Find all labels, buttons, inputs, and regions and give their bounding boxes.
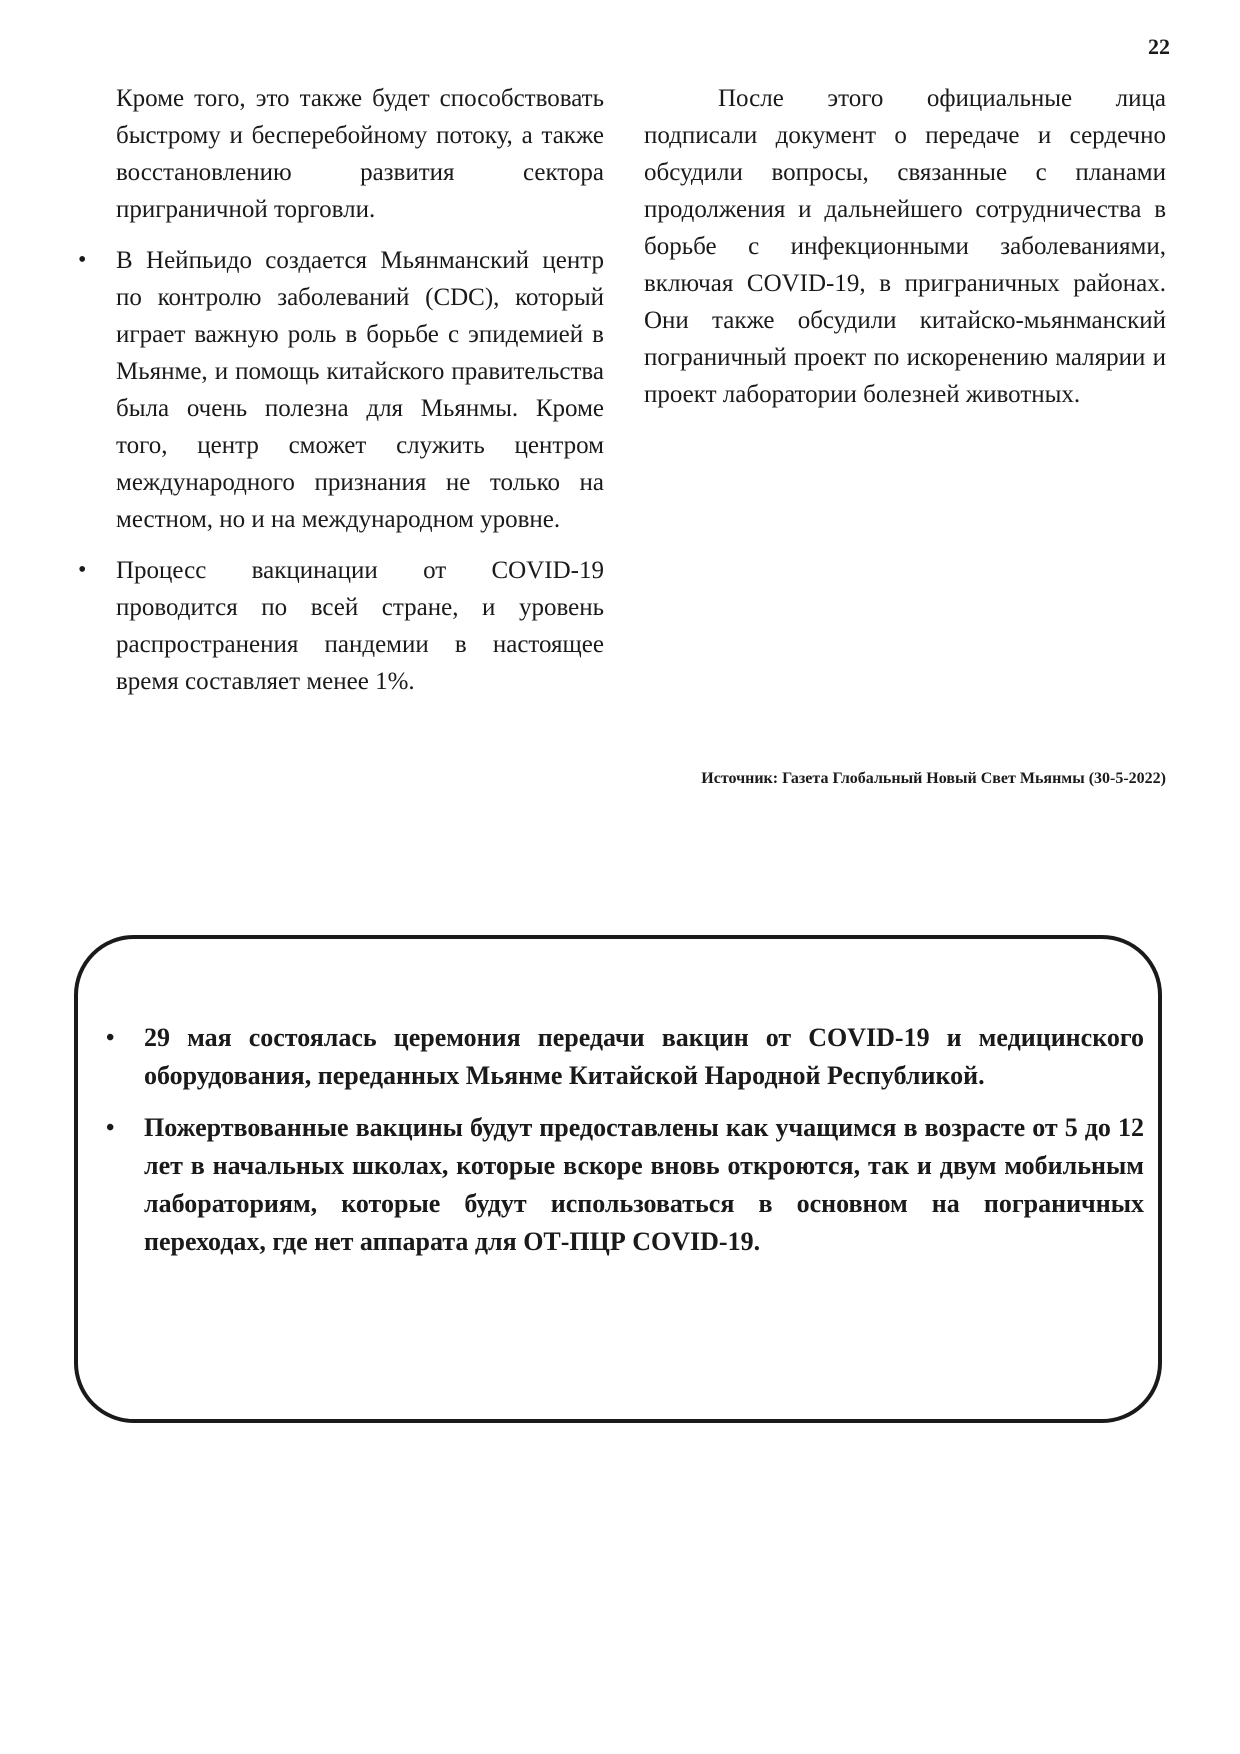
list-item — [106, 1109, 1144, 1261]
source-citation: Источник: Газета Глобальный Новый Свет Мьянмы (30-5-2022) — [701, 770, 1166, 787]
bullet-icon: • — [106, 1025, 115, 1051]
highlight-bullet-list — [106, 1019, 1144, 1275]
left-bullet-list — [78, 242, 604, 700]
bullet-icon: • — [106, 1115, 115, 1141]
page-number: 22 — [1148, 34, 1170, 59]
bullet-icon: • — [78, 247, 87, 273]
right-paragraph: После этого официальные лица подписали документ о передаче и сердечно обсудили вопросы, связанные с планами продолжения и дальнейшего сотрудничества в борьбе с инфекционными заболеваниями, включая COVID-19, в приграничных районах. Они также обсудили китайско-мьянманский пограничный проект по искоренению малярии и проект лаборатории болезней животных. — [644, 85, 1166, 408]
bullet-text: Процесс вакцинации от COVID-19 проводится по всей стране, и уровень распространения пандемии в настоящее время составляет менее 1%. — [116, 557, 604, 695]
highlight-box — [74, 935, 1162, 1423]
list-item — [78, 242, 604, 538]
highlight-text: 29 мая состоялась церемония передачи вакцин от COVID-19 и медицинского оборудования, переданных Мьянме Китайской Народной Республикой. — [144, 1023, 1144, 1090]
highlight-text: Пожертвованные вакцины будут предоставлены как учащимся в возрасте от 5 до 12 лет в начальных школах, которые вскоре вновь откроются, так и двум мобильным лабораториям, которые будут использоваться в основном на пограничных переходах, где нет аппарата для ОТ-ПЦР COVID-19. — [144, 1113, 1144, 1256]
list-item — [106, 1019, 1144, 1095]
bullet-text: В Нейпьидо создается Мьянманский центр по контролю заболеваний (CDC), который играет важную роль в борьбе с эпидемией в Мьянме, и помощь китайского правительства была очень полезна для Мьянмы. Кроме того, центр сможет служить центром международного признания не только на местном, но и на международном уровне. — [116, 247, 604, 533]
bullet-icon: • — [78, 557, 87, 583]
left-intro-paragraph: Кроме того, это также будет способствовать быстрому и бесперебойному потоку, а также восстановлению развития сектора приграничной торговли. — [116, 85, 604, 223]
list-item — [78, 552, 604, 700]
right-column — [644, 80, 1166, 413]
left-column — [78, 80, 604, 700]
